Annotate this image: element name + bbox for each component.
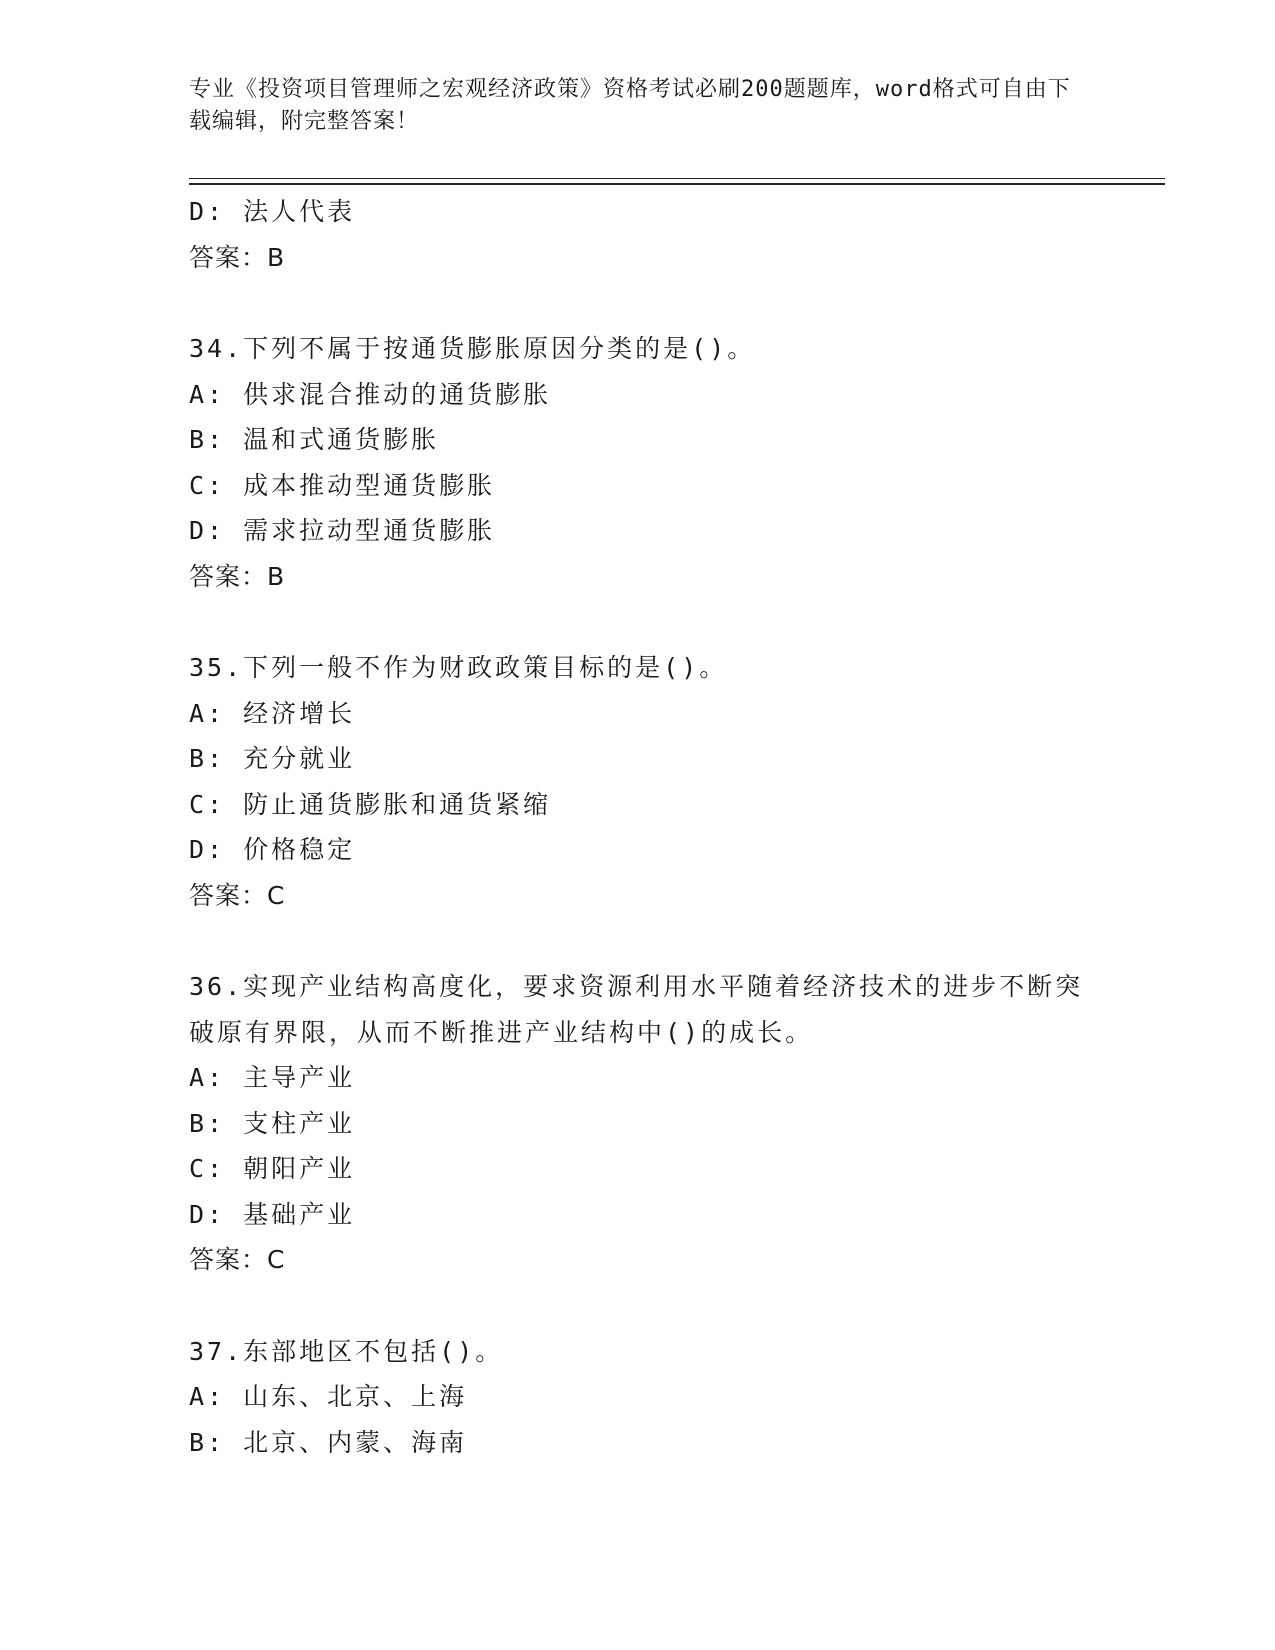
question-stem: 37.东部地区不包括()。 [189, 1336, 504, 1366]
option-b: B: 充分就业 [189, 744, 356, 773]
option-a: A: 经济增长 [189, 698, 356, 728]
option-d: D: 需求拉动型通货膨胀 [189, 516, 496, 545]
header-title: 专业《投资项目管理师之宏观经济政策》资格考试必刷200题题库，word格式可自由下载编辑，附完整答案！ [189, 77, 1071, 134]
option-b: B: 支柱产业 [189, 1108, 356, 1138]
option-a: A: 供求混合推动的通货膨胀 [189, 379, 552, 409]
question-36 [189, 964, 1089, 1283]
header-divider-thin [189, 178, 1165, 179]
answer-line: 答案：B [189, 242, 286, 272]
question-stem: 36.实现产业结构高度化，要求资源利用水平随着经济技术的进步不断突破原有界限，从而不断推进产业结构中()的成长。 [189, 972, 1084, 1047]
previous-question-tail [189, 189, 1089, 280]
option-c: C: 成本推动型通货膨胀 [189, 470, 496, 500]
option-c: C: 朝阳产业 [189, 1154, 356, 1183]
option-b: B: 北京、内蒙、海南 [189, 1427, 468, 1457]
question-stem: 34.下列不属于按通货膨胀原因分类的是()。 [189, 334, 756, 363]
question-stem: 35.下列一般不作为财政政策目标的是()。 [189, 653, 728, 682]
answer-line: 答案：B [189, 561, 286, 591]
header-divider-thick [189, 183, 1165, 185]
option-a: A: 主导产业 [189, 1063, 356, 1092]
option-c: C: 防止通货膨胀和通货紧缩 [189, 789, 552, 819]
option-b: B: 温和式通货膨胀 [189, 425, 440, 454]
answer-line: 答案：C [189, 1245, 286, 1274]
question-35 [189, 645, 1089, 918]
question-34 [189, 326, 1089, 599]
answer-line: 答案：C [189, 880, 286, 910]
question-37 [189, 1329, 1089, 1466]
document-header [189, 74, 1089, 138]
document-body [189, 189, 1089, 1465]
option-a: A: 山东、北京、上海 [189, 1382, 468, 1411]
option-d: D: 价格稳定 [189, 835, 356, 864]
option-d: D: 法人代表 [189, 197, 356, 226]
option-d: D: 基础产业 [189, 1199, 356, 1229]
